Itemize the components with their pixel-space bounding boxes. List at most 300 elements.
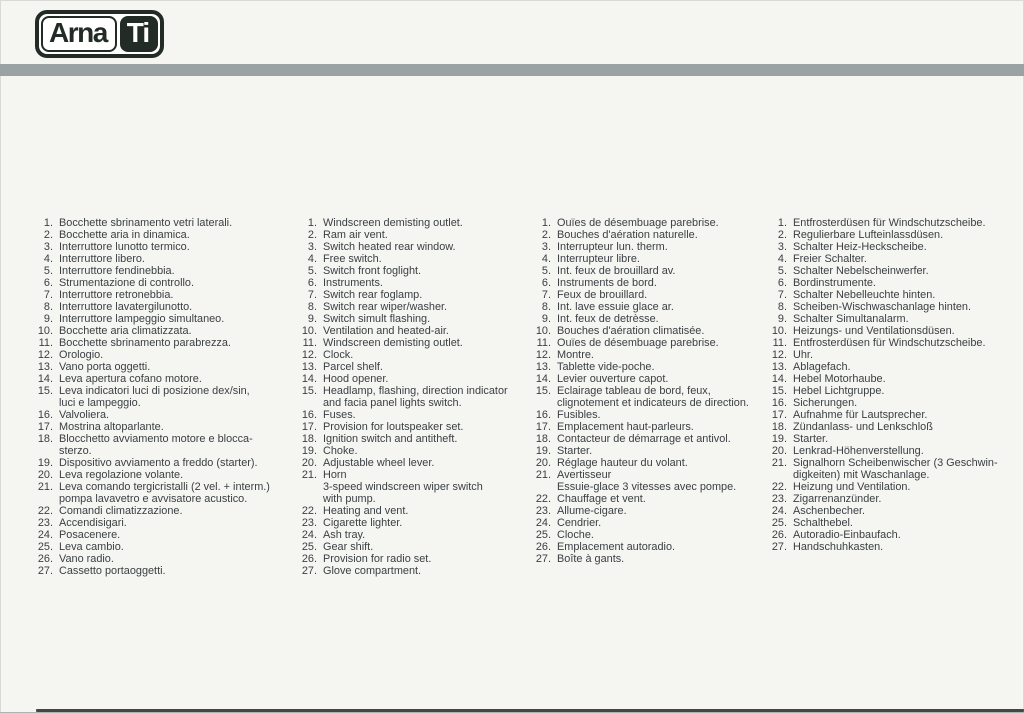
item-text: Interruttore fendinebbia. [59,265,175,277]
list-item [767,265,1017,277]
item-text: Réglage hauteur du volant. [557,457,688,469]
item-text: Contacteur de démarrage et antivol. [557,433,731,445]
item-text: Fuses. [323,409,356,421]
item-number: 25. [301,541,317,553]
item-text: Hebel Motorhaube. [793,373,886,385]
item-number: 14. [535,373,551,385]
list-item [531,253,771,265]
item-number: 21. [301,469,317,481]
item-number: 21. [771,457,787,469]
item-text: Switch simult flashing. [323,313,431,325]
item-number: 1. [307,217,317,229]
item-text: Schalthebel. [793,517,853,529]
item-number: 2. [541,229,551,241]
item-number: 17. [771,409,787,421]
item-number: 3. [541,241,551,253]
list-item [33,565,287,577]
item-number: 15. [37,385,53,397]
item-text: Ignition switch and antitheft. [323,433,458,445]
item-text: Free switch. [323,253,382,265]
item-text: Uhr. [793,349,813,361]
list-item [531,217,771,229]
list-item [767,289,1017,301]
item-number: 23. [535,505,551,517]
item-text: Bouches d'aération naturelle. [557,229,698,241]
item-number: 7. [541,289,551,301]
list-item [531,301,771,313]
list-item [33,253,287,265]
item-number: 8. [307,301,317,313]
list-item [531,541,771,553]
item-text: Interruttore lampeggio simultaneo. [59,313,225,325]
list-item [767,229,1017,241]
list-item [531,553,771,565]
item-text: Horn 3-speed windscreen wiper switch with pump. [323,469,483,505]
item-number: 26. [535,541,551,553]
item-number: 5. [777,265,787,277]
item-text: Fusibles. [557,409,601,421]
item-text: Interrupteur libre. [557,253,640,265]
list-item [297,409,529,421]
list-item [531,409,771,421]
item-text: Instruments de bord. [557,277,657,289]
item-number: 23. [37,517,53,529]
item-number: 13. [37,361,53,373]
item-text: Cigarette lighter. [323,517,403,529]
item-text: Chauffage et vent. [557,493,646,505]
item-text: Ventilation and heated-air. [323,325,449,337]
item-number: 11. [302,337,317,349]
item-number: 19. [301,445,317,457]
item-number: 12. [37,349,53,361]
item-text: Sicherungen. [793,397,858,409]
item-text: Interruttore libero. [59,253,145,265]
item-text: Bocchette aria climatizzata. [59,325,192,337]
list-item [767,529,1017,541]
item-number: 10. [535,325,551,337]
item-number: 11. [536,337,551,349]
item-number: 22. [37,505,53,517]
item-text: Regulierbare Lufteinlassdüsen. [793,229,944,241]
list-item [767,349,1017,361]
list-item [767,217,1017,229]
item-number: 21. [535,469,551,481]
list-item [531,241,771,253]
item-text: Eclairage tableau de bord, feux, clignotement et indicateurs de direction. [557,385,749,409]
item-text: Emplacement haut-parleurs. [557,421,694,433]
item-text: Emplacement autoradio. [557,541,676,553]
item-text: Schalter Simultanalarm. [793,313,909,325]
item-text: Ram air vent. [323,229,388,241]
item-number: 15. [771,385,787,397]
item-text: Lenkrad-Höhenverstellung. [793,445,924,457]
item-number: 25. [771,517,787,529]
legend-column-german [767,217,1017,553]
list-item [531,505,771,517]
divider-bar [0,64,1024,76]
item-text: Boîte à gants. [557,553,625,565]
item-text: Handschuhkasten. [793,541,884,553]
list-item [297,361,529,373]
item-text: Valvoliera. [59,409,110,421]
item-text: Switch front foglight. [323,265,422,277]
item-text: Zündanlass- und Lenkschloß [793,421,933,433]
item-number: 10. [771,325,787,337]
list-item [531,529,771,541]
list-item [33,361,287,373]
list-item [297,265,529,277]
item-number: 12. [771,349,787,361]
item-number: 9. [307,313,317,325]
list-item [297,325,529,337]
item-number: 8. [43,301,53,313]
list-item [297,349,529,361]
list-item [33,325,287,337]
list-item [297,313,529,325]
item-text: Mostrina altoparlante. [59,421,164,433]
item-text: Int. lave essuie glace ar. [557,301,674,313]
item-number: 9. [541,313,551,325]
list-item [531,349,771,361]
item-text: Int. feux de brouillard av. [557,265,676,277]
list-item [297,289,529,301]
item-number: 4. [43,253,53,265]
item-text: Entfrosterdüsen für Windschutzscheibe. [793,337,986,349]
item-number: 25. [37,541,53,553]
item-number: 3. [43,241,53,253]
item-number: 10. [301,325,317,337]
list-item [33,313,287,325]
list-item [297,541,529,553]
item-text: Clock. [323,349,354,361]
list-item [33,421,287,433]
list-item [33,241,287,253]
item-text: Posacenere. [59,529,121,541]
list-item [767,457,1017,481]
item-number: 17. [37,421,53,433]
item-number: 11. [772,337,787,349]
list-item [767,445,1017,457]
logo-arna-text: Arna [41,16,117,52]
item-text: Schalter Nebelleuchte hinten. [793,289,936,301]
item-number: 9. [777,313,787,325]
item-text: Interruttore retronebbia. [59,289,174,301]
item-number: 9. [43,313,53,325]
item-text: Scheiben-Wischwaschanlage hinten. [793,301,971,313]
list-item [531,469,771,493]
item-text: Gear shift. [323,541,374,553]
list-item [767,325,1017,337]
item-number: 25. [535,529,551,541]
item-text: Zigarrenanzünder. [793,493,882,505]
list-item [297,553,529,565]
item-text: Ouïes de désembuage parebrise. [557,217,719,229]
item-text: Cendrier. [557,517,602,529]
item-text: Leva comando tergicristalli (2 vel. + interm.) pompa lavavetro e avvisatore acustico. [59,481,270,505]
item-text: Comandi climatizzazione. [59,505,183,517]
item-text: Bocchette sbrinamento vetri laterali. [59,217,233,229]
item-number: 8. [541,301,551,313]
item-number: 6. [307,277,317,289]
list-item [33,373,287,385]
item-text: Leva indicatori luci di posizione dex/sin, luci e lampeggio. [59,385,250,409]
item-text: Avertisseur Essuie-glace 3 vitesses avec pompe. [557,469,737,493]
item-number: 19. [37,457,53,469]
item-text: Windscreen demisting outlet. [323,217,463,229]
list-item [297,529,529,541]
item-number: 21. [37,481,53,493]
item-text: Ouïes de désembuage parebrise. [557,337,719,349]
item-number: 27. [771,541,787,553]
list-item [33,289,287,301]
list-item [531,517,771,529]
list-item [33,433,287,457]
list-item [531,277,771,289]
list-item [531,289,771,301]
item-text: Leva cambio. [59,541,124,553]
list-item [297,337,529,349]
item-number: 13. [771,361,787,373]
item-text: Hebel Lichtgruppe. [793,385,885,397]
list-item [767,397,1017,409]
item-number: 13. [535,361,551,373]
list-item [531,325,771,337]
list-item [297,505,529,517]
item-text: Bocchette sbrinamento parabrezza. [59,337,231,349]
list-item [531,313,771,325]
list-item [33,385,287,409]
item-number: 12. [301,349,317,361]
item-number: 18. [535,433,551,445]
item-number: 1. [777,217,787,229]
item-number: 24. [301,529,317,541]
list-item [767,385,1017,397]
list-item [767,409,1017,421]
item-number: 16. [771,397,787,409]
list-item [531,421,771,433]
item-text: Levier ouverture capot. [557,373,669,385]
item-number: 7. [43,289,53,301]
list-item [531,433,771,445]
item-text: Cloche. [557,529,594,541]
item-number: 20. [301,457,317,469]
item-number: 27. [37,565,53,577]
item-text: Dispositivo avviamento a freddo (starter). [59,457,258,469]
item-text: Interrupteur lun. therm. [557,241,668,253]
list-item [531,229,771,241]
item-number: 2. [307,229,317,241]
list-item [531,361,771,373]
item-text: Adjustable wheel lever. [323,457,435,469]
list-item [531,385,771,409]
item-number: 16. [37,409,53,421]
item-text: Bordinstrumente. [793,277,876,289]
item-text: Tablette vide-poche. [557,361,655,373]
list-item [33,517,287,529]
list-item [767,481,1017,493]
item-text: Starter. [557,445,593,457]
list-item [33,553,287,565]
item-number: 16. [301,409,317,421]
item-number: 11. [38,337,53,349]
item-text: Accendisigari. [59,517,127,529]
logo-ti-badge: Ti [120,16,158,52]
item-text: Switch rear wiper/washer. [323,301,448,313]
item-number: 22. [301,505,317,517]
item-number: 14. [301,373,317,385]
list-item [297,241,529,253]
item-text: Ash tray. [323,529,366,541]
item-number: 2. [43,229,53,241]
item-number: 5. [43,265,53,277]
item-number: 27. [535,553,551,565]
item-number: 15. [535,385,551,397]
list-item [297,469,529,505]
list-item [33,409,287,421]
list-item [767,361,1017,373]
item-number: 7. [777,289,787,301]
item-text: Heizung und Ventilation. [793,481,911,493]
item-number: 5. [541,265,551,277]
item-number: 13. [301,361,317,373]
item-number: 24. [535,517,551,529]
item-text: Heizungs- und Ventilationsdüsen. [793,325,955,337]
list-item [297,445,529,457]
item-text: Leva apertura cofano motore. [59,373,202,385]
item-text: Parcel shelf. [323,361,383,373]
item-number: 4. [541,253,551,265]
item-number: 20. [535,457,551,469]
item-number: 18. [37,433,53,445]
list-item [767,421,1017,433]
item-number: 8. [777,301,787,313]
item-number: 5. [307,265,317,277]
list-item [33,217,287,229]
item-text: Provision for loutspeaker set. [323,421,464,433]
item-text: Headlamp, flashing, direction indicator and facia panel lights switch. [323,385,508,409]
item-number: 26. [37,553,53,565]
item-number: 10. [37,325,53,337]
item-number: 12. [535,349,551,361]
item-text: Provision for radio set. [323,553,432,565]
item-text: Choke. [323,445,358,457]
item-text: Entfrosterdüsen für Windschutzscheibe. [793,217,986,229]
list-item [531,457,771,469]
item-number: 3. [777,241,787,253]
item-number: 15. [301,385,317,397]
list-item [33,457,287,469]
list-item [767,505,1017,517]
list-item [297,301,529,313]
list-item [767,493,1017,505]
list-item [297,217,529,229]
list-item [531,337,771,349]
item-number: 20. [37,469,53,481]
item-number: 16. [535,409,551,421]
item-number: 23. [301,517,317,529]
list-item [531,373,771,385]
item-number: 27. [301,565,317,577]
item-text: Heating and vent. [323,505,409,517]
list-item [297,433,529,445]
item-number: 19. [771,433,787,445]
item-number: 14. [771,373,787,385]
item-text: Switch rear foglamp. [323,289,423,301]
item-text: Starter. [793,433,829,445]
list-item [767,337,1017,349]
item-text: Aufnahme für Lautsprecher. [793,409,928,421]
list-item [297,565,529,577]
item-number: 2. [777,229,787,241]
item-text: Schalter Nebelscheinwerfer. [793,265,929,277]
list-item [531,445,771,457]
list-item [767,433,1017,445]
item-text: Blocchetto avviamento motore e blocca- sterzo. [59,433,253,457]
list-item [767,517,1017,529]
item-text: Aschenbecher. [793,505,866,517]
item-text: Bouches d'aération climatisée. [557,325,705,337]
item-text: Montre. [557,349,594,361]
item-text: Leva regolazione volante. [59,469,184,481]
item-number: 3. [307,241,317,253]
list-item [767,313,1017,325]
item-number: 4. [307,253,317,265]
list-item [531,265,771,277]
item-text: Switch heated rear window. [323,241,456,253]
list-item [297,373,529,385]
item-text: Interruttore lavatergilunotto. [59,301,193,313]
list-item [767,277,1017,289]
item-number: 18. [301,433,317,445]
list-item [767,253,1017,265]
list-item [767,301,1017,313]
item-number: 6. [777,277,787,289]
list-item [33,349,287,361]
item-text: Int. feux de detrèsse. [557,313,659,325]
list-item [33,277,287,289]
legend-column-english [297,217,529,577]
list-item [297,517,529,529]
list-item [33,541,287,553]
item-text: Windscreen demisting outlet. [323,337,463,349]
item-number: 26. [771,529,787,541]
item-number: 14. [37,373,53,385]
list-item [33,505,287,517]
list-item [767,241,1017,253]
item-number: 22. [535,493,551,505]
item-number: 6. [43,277,53,289]
list-item [33,301,287,313]
item-number: 4. [777,253,787,265]
list-item [33,469,287,481]
item-number: 1. [43,217,53,229]
item-text: Feux de brouillard. [557,289,648,301]
item-text: Schalter Heiz-Heckscheibe. [793,241,927,253]
item-text: Signalhorn Scheibenwischer (3 Geschwin- digkeiten) mit Waschanlage. [793,457,998,481]
item-number: 7. [307,289,317,301]
item-text: Autoradio-Einbaufach. [793,529,901,541]
list-item [33,481,287,505]
item-number: 1. [541,217,551,229]
item-text: Instruments. [323,277,383,289]
item-number: 17. [301,421,317,433]
item-text: Vano radio. [59,553,114,565]
item-number: 22. [771,481,787,493]
list-item [297,277,529,289]
item-text: Cassetto portaoggetti. [59,565,166,577]
item-number: 20. [771,445,787,457]
item-text: Vano porta oggetti. [59,361,151,373]
